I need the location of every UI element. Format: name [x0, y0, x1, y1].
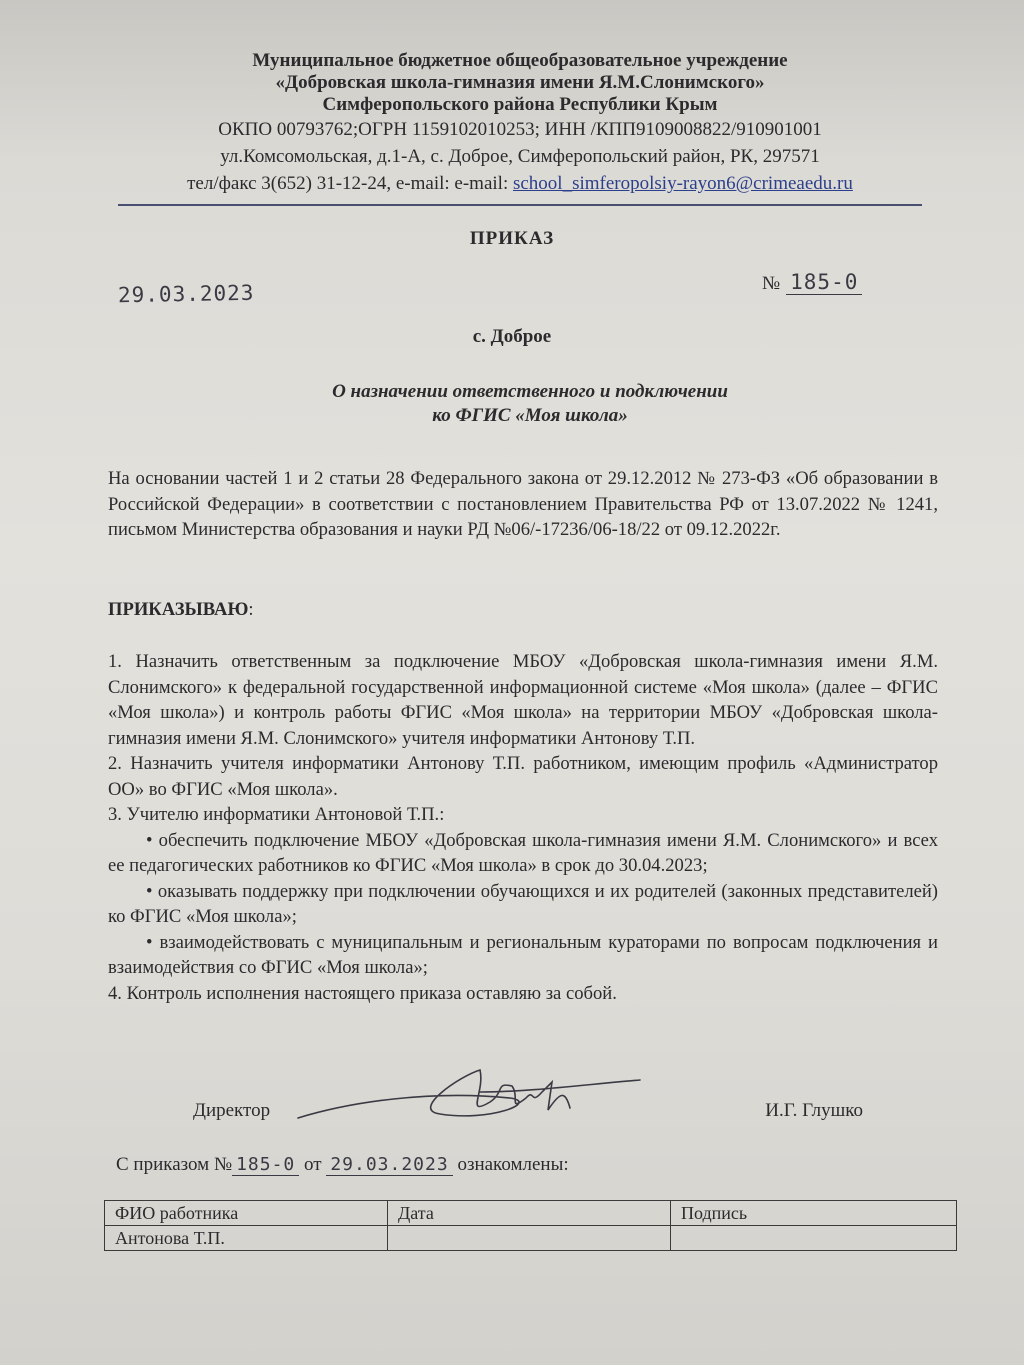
ack-date-handwritten: 29.03.2023	[326, 1154, 452, 1176]
ack-number-handwritten: 185-0	[232, 1154, 299, 1176]
order-bullet-2: • оказывать поддержку при подключении обучающихся и их родителей (законных представителей) ко ФГИС «Моя школа»;	[108, 880, 938, 927]
handwritten-signature	[290, 1062, 650, 1132]
org-codes: ОКПО 00793762;ОГРН 1159102010253; ИНН /КПП9109008822/910901001	[218, 119, 822, 140]
order-date-handwritten: 29.03.2023	[117, 280, 255, 308]
document-title: ПРИКАЗ	[469, 228, 555, 249]
signer-name: И.Г. Глушко	[765, 1100, 863, 1121]
table-cell	[671, 1226, 957, 1251]
subject-line2: ко ФГИС «Моя школа»	[432, 405, 628, 426]
contacts-prefix: тел/факс 3(652) 31-12-24, e-mail: e-mail:	[187, 173, 513, 194]
letterhead	[120, 50, 920, 197]
order-number-handwritten: 185-0	[786, 270, 862, 295]
table-header-cell: Дата	[388, 1201, 671, 1226]
order-word: ПРИКАЗЫВАЮ	[108, 599, 249, 620]
email-link[interactable]: school_simferopolsiy-rayon6@crimeaedu.ru	[512, 173, 853, 194]
place: с. Доброе	[472, 326, 552, 347]
order-bullet-3: • взаимодействовать с муниципальным и региональным кураторами по вопросам подключения и взаимодействия со ФГИС «Моя школа»;	[108, 931, 938, 978]
org-name-line1: Муниципальное бюджетное общеобразовательное учреждение	[252, 50, 788, 71]
order-number	[762, 270, 862, 295]
org-address: ул.Комсомольская, д.1-А, с. Доброе, Симферопольский район, РК, 297571	[220, 146, 820, 167]
preamble: На основании частей 1 и 2 статьи 28 Федерального закона от 29.12.2012 № 273-ФЗ «Об образовании в Российской Федерации» в соответствии с постановлением Правительства РФ от 13.07.2022 № 1241, письмом Министерства образования и науки РД №06/-17236/06-18/22 от 09.12.2022г.	[108, 468, 938, 540]
signer-role: Директор	[193, 1100, 271, 1121]
table-header-cell: ФИО работника	[105, 1201, 388, 1226]
order-items	[108, 649, 938, 1006]
header-divider	[118, 204, 922, 206]
order-bullet-1: • обеспечить подключение МБОУ «Добровская школа-гимназия имени Я.М. Слонимского» и всех ее педагогических работников ко ФГИС «Моя школа» в срок до 30.04.2023;	[108, 829, 938, 876]
order-heading	[108, 597, 938, 623]
ack-suffix: ознакомлены:	[457, 1154, 569, 1175]
order-item-2: 2. Назначить учителя информатики Антонову Т.П. работником, имеющим профиль «Администратор ОО» во ФГИС «Моя школа».	[108, 753, 938, 800]
number-label: №	[762, 273, 781, 294]
ack-from: от	[304, 1154, 322, 1175]
order-item-4: 4. Контроль исполнения настоящего приказа оставляю за собой.	[108, 982, 617, 1004]
org-name-line2: «Добровская школа-гимназия имени Я.М.Слонимского»	[275, 72, 765, 93]
table-row	[105, 1226, 957, 1251]
order-item-3: 3. Учителю информатики Антоновой Т.П.:	[108, 804, 445, 825]
org-contacts	[120, 170, 920, 197]
table-header-row	[105, 1201, 957, 1226]
order-colon: :	[248, 599, 254, 620]
table-cell	[388, 1226, 671, 1251]
acknowledgement-line	[116, 1154, 569, 1176]
table-header-cell: Подпись	[671, 1201, 957, 1226]
org-name-line3: Симферопольского района Республики Крым	[322, 94, 718, 115]
order-subject	[0, 380, 1024, 428]
subject-line1: О назначении ответственного и подключении	[332, 381, 728, 402]
order-item-1: 1. Назначить ответственным за подключение МБОУ «Добровская школа-гимназия имени Я.М. Слонимского» к федеральной государственной информационной системе «Моя школа» (далее – ФГИС «Моя школа») и контроль работы ФГИС «Моя школа» на территории МБОУ «Добровская школа-гимназия имени Я.М. Слонимского» учителя информатики Антонову Т.П.	[108, 651, 938, 749]
table-cell: Антонова Т.П.	[105, 1226, 388, 1251]
acknowledgement-table	[104, 1200, 957, 1251]
ack-prefix: С приказом №	[116, 1154, 233, 1175]
